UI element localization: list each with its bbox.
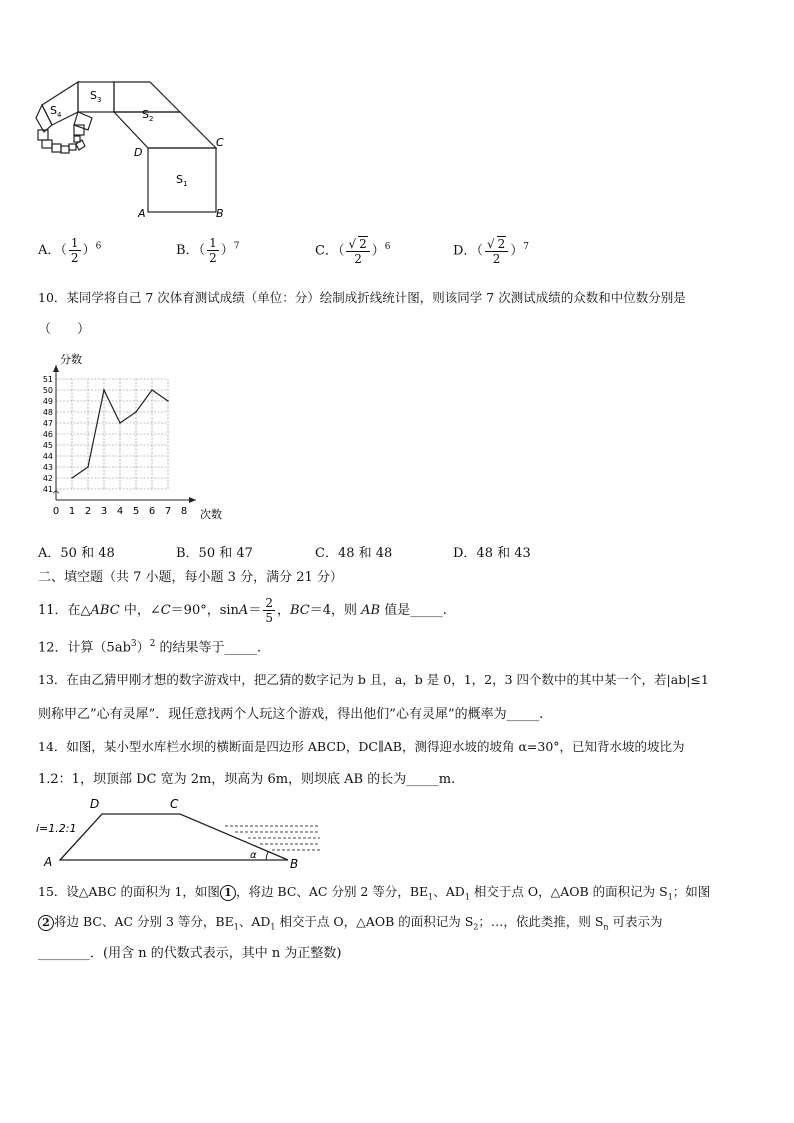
q10-option-c[interactable]: C．48 和 48 — [315, 546, 393, 561]
y-axis-arrow — [53, 365, 59, 372]
x-tick-label: 7 — [164, 506, 172, 517]
y-tick-label: 41 — [42, 485, 53, 494]
y-axis-label: 分数 — [60, 353, 82, 366]
y-tick-label: 42 — [42, 474, 53, 483]
dam-figure — [30, 792, 320, 872]
score-point — [135, 411, 137, 413]
q13-line2: 则称甲乙”心有灵犀”．现任意找两个人玩这个游戏，得出他们”心有灵犀”的概率为_____. — [38, 707, 544, 722]
x-tick-label: 6 — [148, 506, 156, 517]
q10-line1: 10．某同学将自己 7 次体育测试成绩（单位：分）绘制成折线统计图，则该同学 7 次测试成绩的众数和中位数分别是 — [38, 290, 686, 305]
label-s1: $S_1$ — [176, 173, 188, 188]
q10-line2: （ ） — [38, 322, 91, 337]
x-tick-label: 1 — [68, 506, 76, 517]
label-s3: $S_3$ — [90, 89, 102, 104]
x-axis-arrow — [189, 497, 196, 503]
x-tick-label: 4 — [116, 506, 124, 517]
x-tick-label: 3 — [100, 506, 108, 517]
y-tick-label: 49 — [42, 397, 53, 406]
dam-angle-label: α — [250, 850, 257, 861]
label-s4: $S_4$ — [50, 104, 62, 119]
score-point — [119, 422, 121, 424]
q10-option-b[interactable]: B．50 和 47 — [176, 546, 253, 561]
q10-option-a[interactable]: A．50 和 48 — [38, 546, 115, 561]
dam-point-d: D — [90, 797, 100, 811]
dam-point-c: C — [170, 797, 179, 811]
y-tick-label: 48 — [42, 408, 53, 417]
squares-figure — [30, 70, 240, 225]
y-tick-label: 50 — [42, 386, 53, 395]
score-point — [151, 389, 153, 391]
label-s2: $S_2$ — [142, 108, 154, 123]
x-tick-label: 8 — [180, 506, 188, 517]
q15-line3: ________．(用含 n 的代数式表示，其中 n 为正整数) — [38, 946, 342, 961]
score-point — [71, 477, 73, 479]
y-tick-label: 51 — [42, 375, 53, 384]
y-tick-label: 46 — [42, 430, 53, 439]
section-2-heading: 二、填空题（共 7 小题，每小题 3 分，满分 21 分） — [38, 570, 343, 585]
score-point — [103, 389, 105, 391]
point-d: D — [134, 146, 143, 159]
q12: 12．计算$(5ab^3)^2$ 的结果等于_____. — [38, 639, 262, 656]
score-point — [87, 466, 89, 468]
x-tick-label: 2 — [84, 506, 92, 517]
y-tick-label: 47 — [42, 419, 53, 428]
y-tick-label: 43 — [42, 463, 53, 472]
x-axis-label: 次数 — [200, 508, 222, 521]
dam-point-a: A — [44, 855, 53, 869]
q9-option-c[interactable]: C．（ $\frac{√ 2}{2}$ ）$^6$ — [315, 237, 391, 266]
dam-point-b: B — [290, 857, 299, 871]
q11: 11．在△ABC 中，∠C＝90°，sinA＝ $\frac{2}{5}$ ，BC＝4，则 AB 值是_____. — [38, 596, 447, 625]
q9-option-b[interactable]: B．（ $\frac{1}{2}$ ）$^7$ — [176, 236, 240, 265]
q9-option-d[interactable]: D．（ $\frac{√ 2}{2}$ ）$^7$ — [453, 237, 529, 266]
y-tick-label: 45 — [42, 441, 53, 450]
q14-line2: 1.2：1，坝顶部 DC 宽为 2m，坝高为 6m，则坝底 AB 的长为_____m. — [38, 772, 456, 787]
q15-line1: 15．设△ABC 的面积为 1，如图 1 ，将边 BC、AC 分别 2 等分，$BE_1$、$AD_1$ 相交于点 O，△AOB 的面积记为 $S_1$；如图 — [38, 884, 711, 902]
point-a: A — [138, 207, 146, 220]
score-line-chart — [30, 350, 230, 530]
q10-option-d[interactable]: D．48 和 43 — [453, 546, 531, 561]
figure-1-marker: 1 — [220, 885, 236, 901]
figure-2-marker: 2 — [38, 915, 54, 931]
score-point — [167, 400, 169, 402]
point-b: B — [216, 207, 224, 220]
dam-slope-label: i=1.2:1 — [36, 822, 77, 835]
q9-option-a[interactable]: A．（ $\frac{1}{2}$ ）$^6$ — [38, 236, 102, 265]
q14-line1: 14．如图，某小型水库栏水坝的横断面是四边形 ABCD，DC∥AB，测得迎水坡的坡角 α=30°，已知背水坡的坡比为 — [38, 739, 685, 754]
y-tick-label: 44 — [42, 452, 53, 461]
point-c: C — [216, 136, 224, 149]
x-tick-label: 5 — [132, 506, 140, 517]
q13-line1: 13．在由乙猜甲刚才想的数字游戏中，把乙猜的数字记为 b 且，a，b 是 0，1，2，3 四个数中的其中某一个，若|ab|≤1 — [38, 672, 709, 687]
q15-line2: 2 将边 BC、AC 分别 3 等分，$BE_1$、$AD_1$ 相交于点 O，△AOB 的面积记为 $S_2$；…，依此类推，则 $S_n$ 可表示为 — [38, 914, 663, 936]
x-tick-label: 0 — [52, 506, 60, 517]
